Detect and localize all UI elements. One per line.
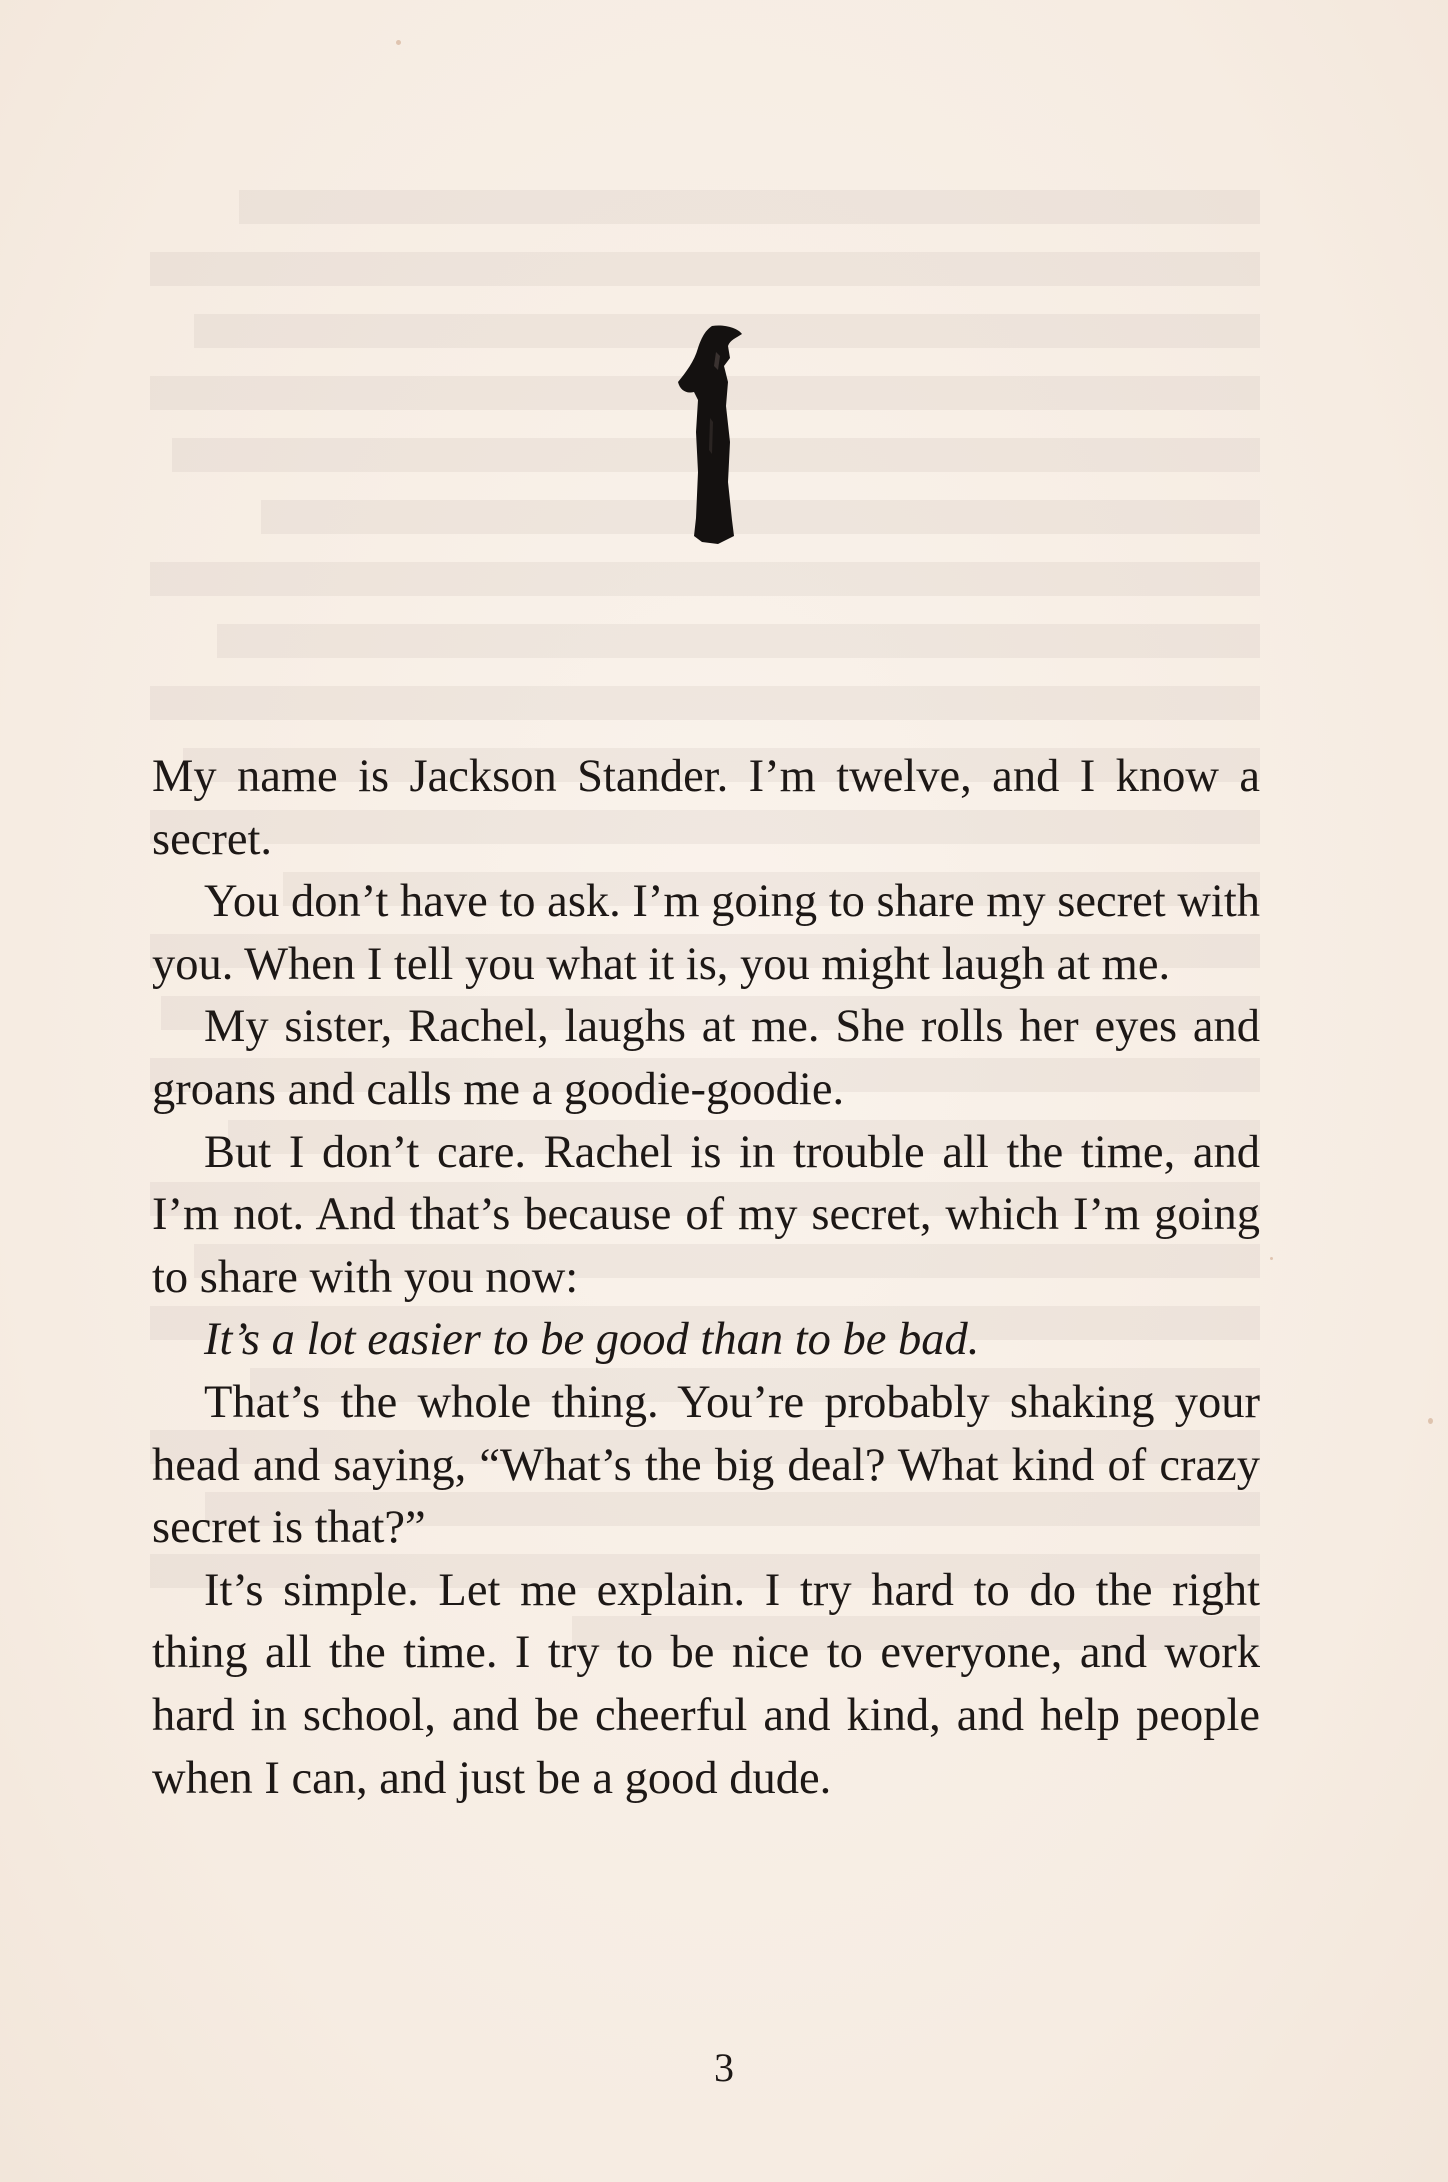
page-number: 3 xyxy=(714,2045,734,2090)
paper-speck xyxy=(396,40,401,45)
chapter-number xyxy=(672,322,752,552)
chapter-number-glyph xyxy=(672,322,752,552)
paragraph: That’s the whole thing. You’re probably shaking your head and saying, “What’s the big deal? What kind of crazy secret is that?” xyxy=(152,1376,1260,1554)
paper-speck xyxy=(1428,1418,1433,1424)
chapter-body xyxy=(152,746,1260,1810)
paragraph: It’s simple. Let me explain. I try hard to do the right thing all the time. I try to be nice to everyone, and work hard in school, and be cheerful and kind, and help people when I can, and just be a good dude. xyxy=(152,1564,1260,1804)
paragraph: My sister, Rachel, laughs at me. She rolls her eyes and groans and calls me a goodie-goodie. xyxy=(152,1001,1260,1115)
secret-paragraph: It’s a lot easier to be good than to be bad. xyxy=(204,1314,980,1366)
paragraph: But I don’t care. Rachel is in trouble all the time, and I’m not. And that’s because of my secret, which I’m going to share with you now: xyxy=(152,1126,1260,1303)
paragraph: My name is Jackson Stander. I’m twelve, and I know a secret. xyxy=(152,751,1260,865)
paragraph: You don’t have to ask. I’m going to share my secret with you. When I tell you what it is, you might laugh at me. xyxy=(152,876,1261,990)
paper-speck xyxy=(1270,1257,1273,1260)
